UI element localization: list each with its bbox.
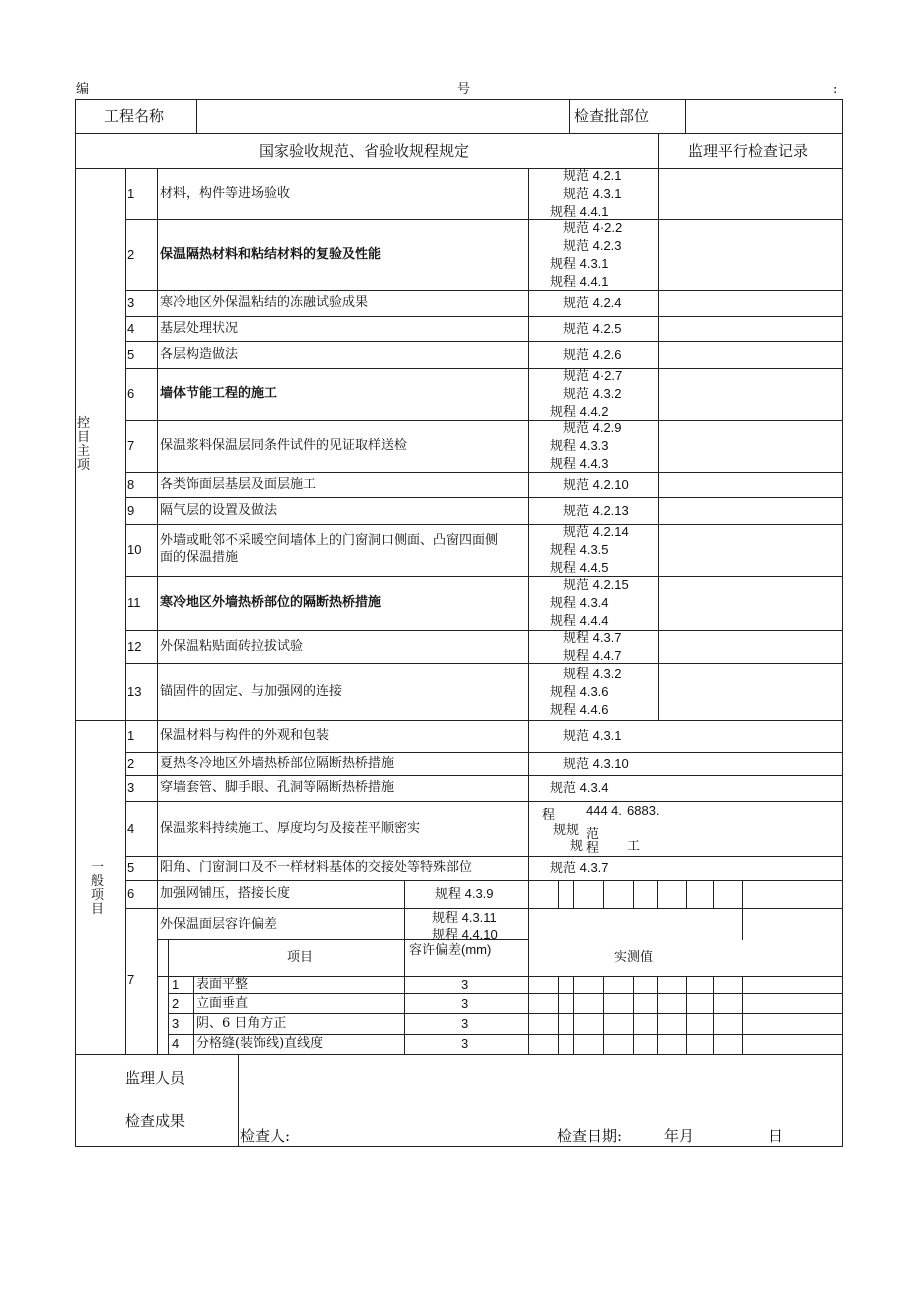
main-item-reference: 规程 4.3.6 bbox=[550, 683, 609, 699]
general-item-reference: 规范 4.3.4 bbox=[550, 780, 609, 795]
tolerance-row-name: 阴、6 日角方正 bbox=[196, 1016, 287, 1031]
general-item-reference: 规程 4.4.10 bbox=[432, 927, 498, 942]
table-rule bbox=[742, 880, 743, 909]
table-rule bbox=[528, 908, 529, 1055]
tolerance-row-number: 4 bbox=[172, 1036, 180, 1051]
tolerance-col-item: 项目 bbox=[287, 950, 314, 965]
general-item-description: 夏热冬冷地区外墙热桥部位隔断热桥措施 bbox=[160, 755, 395, 771]
table-rule bbox=[125, 908, 843, 909]
garbled-reference-fragment: 444 bbox=[586, 803, 608, 818]
table-rule bbox=[713, 976, 714, 1055]
main-item-description: 隔气层的设置及做法 bbox=[160, 502, 278, 518]
general-item-number: 6 bbox=[127, 886, 135, 901]
table-rule bbox=[125, 472, 843, 473]
table-rule bbox=[125, 775, 843, 776]
table-rule bbox=[193, 976, 194, 1055]
table-rule bbox=[157, 976, 843, 977]
main-item-reference: 规范 4.2.13 bbox=[563, 502, 629, 518]
table-rule bbox=[573, 880, 574, 909]
main-item-number: 10 bbox=[127, 542, 142, 557]
table-rule bbox=[75, 168, 843, 169]
table-rule bbox=[603, 880, 604, 909]
general-item-description: 加强网铺压，搭接长度 bbox=[160, 886, 291, 901]
table-rule bbox=[125, 368, 843, 369]
main-item-reference: 规程 4.4.7 bbox=[563, 647, 622, 663]
table-rule bbox=[569, 99, 570, 134]
main-item-reference: 规范 4.2.3 bbox=[563, 237, 622, 253]
main-item-number: 2 bbox=[127, 246, 135, 262]
garbled-reference-fragment: 6883. bbox=[627, 803, 660, 818]
serial-colon: : bbox=[833, 82, 838, 97]
garbled-reference-fragment: 规 bbox=[570, 838, 584, 853]
table-rule bbox=[238, 1054, 239, 1147]
table-rule bbox=[125, 880, 843, 881]
general-item-description: 保温材料与构件的外观和包装 bbox=[160, 728, 330, 743]
table-rule bbox=[125, 663, 843, 664]
main-item-description: 基层处理状况 bbox=[160, 320, 239, 336]
main-item-reference: 规范 4.2.6 bbox=[563, 346, 622, 362]
table-rule bbox=[125, 316, 843, 317]
tolerance-row-value: 3 bbox=[461, 996, 469, 1011]
general-section-label-char: 般 bbox=[91, 874, 105, 889]
table-rule bbox=[657, 880, 658, 909]
table-rule bbox=[633, 976, 634, 1055]
table-rule bbox=[686, 880, 687, 909]
table-rule bbox=[75, 99, 76, 1147]
table-rule bbox=[125, 168, 126, 1055]
project-name-label: 工程名称 bbox=[104, 107, 165, 125]
spec-header: 国家验收规范、省验收规程规定 bbox=[259, 142, 470, 160]
tolerance-row-name: 分格缝(装饰线)直线度 bbox=[196, 1036, 324, 1051]
general-item-reference: 规范 4.3.10 bbox=[563, 755, 629, 771]
main-item-reference: 规范 4.2.1 bbox=[563, 167, 622, 183]
main-item-reference: 规范 4.3.1 bbox=[563, 185, 622, 201]
main-item-reference: 规程 4.4.1 bbox=[550, 203, 609, 219]
table-rule bbox=[75, 1054, 843, 1055]
main-item-number: 11 bbox=[127, 595, 141, 610]
general-item-description: 外保温面层容许偏差 bbox=[160, 917, 278, 932]
main-item-reference: 规程 4.3.3 bbox=[550, 438, 609, 453]
tolerance-row-name: 表面平整 bbox=[196, 977, 249, 992]
main-item-number: 5 bbox=[127, 346, 135, 362]
general-item-reference: 规范 4.3.7 bbox=[550, 860, 609, 875]
main-item-number: 13 bbox=[127, 683, 142, 699]
tolerance-row-number: 1 bbox=[172, 977, 180, 992]
date-label: 检查日期: bbox=[557, 1127, 623, 1145]
table-rule bbox=[168, 939, 169, 1055]
tolerance-row-value: 3 bbox=[461, 1036, 469, 1051]
table-rule bbox=[125, 524, 843, 525]
main-item-reference: 规程 4.3.4 bbox=[550, 595, 609, 610]
general-item-description: 保温浆料持续施工、厚度均匀及接茬平顺密实 bbox=[160, 820, 421, 836]
result-label: 检查成果 bbox=[125, 1112, 186, 1130]
main-item-reference: 规程 4.4.4 bbox=[550, 613, 609, 628]
main-item-number: 12 bbox=[127, 638, 142, 654]
main-section-label-char: 主 bbox=[77, 444, 91, 459]
table-rule bbox=[558, 976, 559, 1055]
table-rule bbox=[125, 752, 843, 753]
table-rule bbox=[573, 976, 574, 1055]
day-label: 日 bbox=[768, 1127, 784, 1145]
main-item-description: 墙体节能工程的施工 bbox=[160, 386, 278, 401]
main-item-reference: 规范 4.2.10 bbox=[563, 476, 629, 492]
main-item-reference: 规程 4.4.6 bbox=[550, 701, 609, 717]
table-rule bbox=[125, 497, 843, 498]
batch-label: 检查批部位 bbox=[574, 107, 650, 125]
serial-label-mid: 号 bbox=[457, 82, 471, 97]
table-rule bbox=[528, 168, 529, 909]
table-rule bbox=[125, 420, 843, 421]
main-item-reference: 规范 4.2.14 bbox=[563, 524, 629, 539]
main-item-reference: 规范 4·2.7 bbox=[563, 368, 623, 383]
general-section-label-char: 目 bbox=[91, 902, 105, 917]
tolerance-row-value: 3 bbox=[461, 1016, 469, 1031]
main-section-label-char: 项 bbox=[77, 458, 91, 473]
garbled-reference-fragment: 程 bbox=[542, 807, 556, 822]
main-item-reference: 规程 4.4.3 bbox=[550, 456, 609, 471]
table-rule bbox=[713, 880, 714, 909]
main-item-description: 寒冷地区外墙热桥部位的隔断热桥措施 bbox=[160, 595, 382, 610]
table-rule bbox=[125, 341, 843, 342]
main-item-reference: 规范 4.2.15 bbox=[563, 577, 629, 592]
main-item-reference: 规程 4.3.2 bbox=[563, 665, 622, 681]
table-rule bbox=[125, 856, 843, 857]
tolerance-row-number: 2 bbox=[172, 996, 180, 1011]
table-rule bbox=[75, 133, 843, 134]
table-rule bbox=[75, 720, 843, 721]
tolerance-col-measured: 实测值 bbox=[614, 950, 654, 965]
main-item-reference: 规范 4.2.5 bbox=[563, 320, 622, 336]
main-item-reference: 规程 4.3.1 bbox=[550, 255, 609, 271]
general-item-number: 4 bbox=[127, 820, 135, 836]
table-rule bbox=[196, 99, 197, 134]
main-item-description: 保温隔热材料和粘结材料的复验及性能 bbox=[160, 246, 382, 262]
main-item-description: 锚固件的固定、与加强网的连接 bbox=[160, 683, 343, 699]
main-item-reference: 规范 4.2.4 bbox=[563, 295, 622, 310]
table-rule bbox=[75, 1146, 843, 1147]
main-item-reference: 规程 4.4.1 bbox=[550, 273, 609, 289]
main-item-reference: 规范 4.3.2 bbox=[563, 386, 622, 401]
main-item-number: 4 bbox=[127, 320, 135, 336]
main-item-reference: 规程 4.3.5 bbox=[550, 542, 609, 557]
main-item-reference: 规程 4.4.5 bbox=[550, 560, 609, 575]
table-rule bbox=[685, 99, 686, 134]
tolerance-col-allowance: 容许偏差(mm) bbox=[409, 942, 492, 957]
garbled-reference-fragment: 工 bbox=[627, 838, 641, 853]
tolerance-row-number: 3 bbox=[172, 1016, 180, 1031]
table-rule bbox=[657, 976, 658, 1055]
main-item-description: 各类饰面层基层及面层施工 bbox=[160, 476, 317, 492]
main-item-description: 寒冷地区外保温粘结的冻融试验成果 bbox=[160, 295, 369, 310]
general-item-reference: 规范 4.3.1 bbox=[563, 728, 622, 743]
garbled-reference-fragment: 4. bbox=[611, 803, 622, 818]
general-item-number: 2 bbox=[127, 755, 135, 771]
table-rule bbox=[157, 168, 158, 1055]
main-item-description: 外保温粘贴面砖拉拔试验 bbox=[160, 638, 304, 654]
inspector-label: 检查人: bbox=[240, 1127, 291, 1145]
general-item-description: 阳角、门窗洞口及不一样材料基体的交接处等特殊部位 bbox=[160, 860, 473, 875]
general-item-number: 5 bbox=[127, 860, 135, 875]
general-section-label-char: 一 bbox=[91, 860, 105, 875]
general-item-number: 3 bbox=[127, 780, 135, 795]
main-item-description: 保温浆料保温层同条件试件的见证取样送检 bbox=[160, 438, 408, 453]
year-month-label: 年月 bbox=[664, 1127, 695, 1145]
record-header: 监理平行检查记录 bbox=[688, 142, 809, 160]
garbled-reference-fragment: 规规 bbox=[553, 822, 580, 837]
main-item-number: 8 bbox=[127, 476, 135, 492]
table-rule bbox=[658, 133, 659, 721]
general-item-description: 穿墙套管、脚手眼、孔洞等隔断热桥措施 bbox=[160, 780, 395, 795]
main-item-description: 材料，构件等进场验收 bbox=[160, 185, 291, 201]
main-item-reference: 规程 4.4.2 bbox=[550, 404, 609, 419]
table-rule bbox=[125, 290, 843, 291]
table-rule bbox=[742, 908, 743, 940]
tolerance-row-name: 立面垂直 bbox=[196, 996, 249, 1011]
main-section-label-char: 目 bbox=[77, 430, 91, 445]
main-item-number: 3 bbox=[127, 295, 135, 310]
garbled-reference-fragment: 范 bbox=[586, 826, 600, 841]
table-rule bbox=[125, 219, 843, 220]
main-item-description: 外墙或毗邻不采暖空间墙体上的门窗洞口侧面、凸窗四面侧 bbox=[160, 533, 499, 548]
main-item-number: 1 bbox=[127, 185, 135, 201]
main-item-reference: 规范 4·2.2 bbox=[563, 219, 623, 235]
main-item-number: 6 bbox=[127, 386, 135, 401]
tolerance-row-value: 3 bbox=[461, 977, 469, 992]
main-item-number: 7 bbox=[127, 438, 135, 453]
main-item-reference: 规程 4.3.7 bbox=[563, 629, 622, 645]
table-rule bbox=[842, 99, 843, 1147]
general-item-reference: 规程 4.3.11 bbox=[432, 910, 497, 925]
table-rule bbox=[633, 880, 634, 909]
table-rule bbox=[603, 976, 604, 1055]
main-item-description-2: 面的保温措施 bbox=[160, 550, 239, 565]
serial-label-left: 编 bbox=[76, 82, 90, 97]
supervisor-label: 监理人员 bbox=[125, 1069, 186, 1087]
general-item-number: 7 bbox=[127, 972, 135, 987]
table-rule bbox=[125, 801, 843, 802]
general-section-label-char: 项 bbox=[91, 888, 105, 903]
garbled-reference-fragment: 程 bbox=[586, 840, 600, 855]
table-rule bbox=[404, 880, 405, 1055]
table-rule bbox=[742, 976, 743, 1055]
table-rule bbox=[125, 576, 843, 577]
table-rule bbox=[75, 99, 843, 100]
table-rule bbox=[686, 976, 687, 1055]
main-section-label-char: 控 bbox=[77, 416, 91, 431]
main-item-reference: 规范 4.2.9 bbox=[563, 420, 622, 435]
general-item-number: 1 bbox=[127, 728, 135, 743]
table-rule bbox=[125, 630, 843, 631]
general-item-reference: 规程 4.3.9 bbox=[435, 886, 494, 901]
main-item-number: 9 bbox=[127, 502, 135, 518]
table-rule bbox=[558, 880, 559, 909]
main-item-description: 各层构造做法 bbox=[160, 346, 239, 362]
